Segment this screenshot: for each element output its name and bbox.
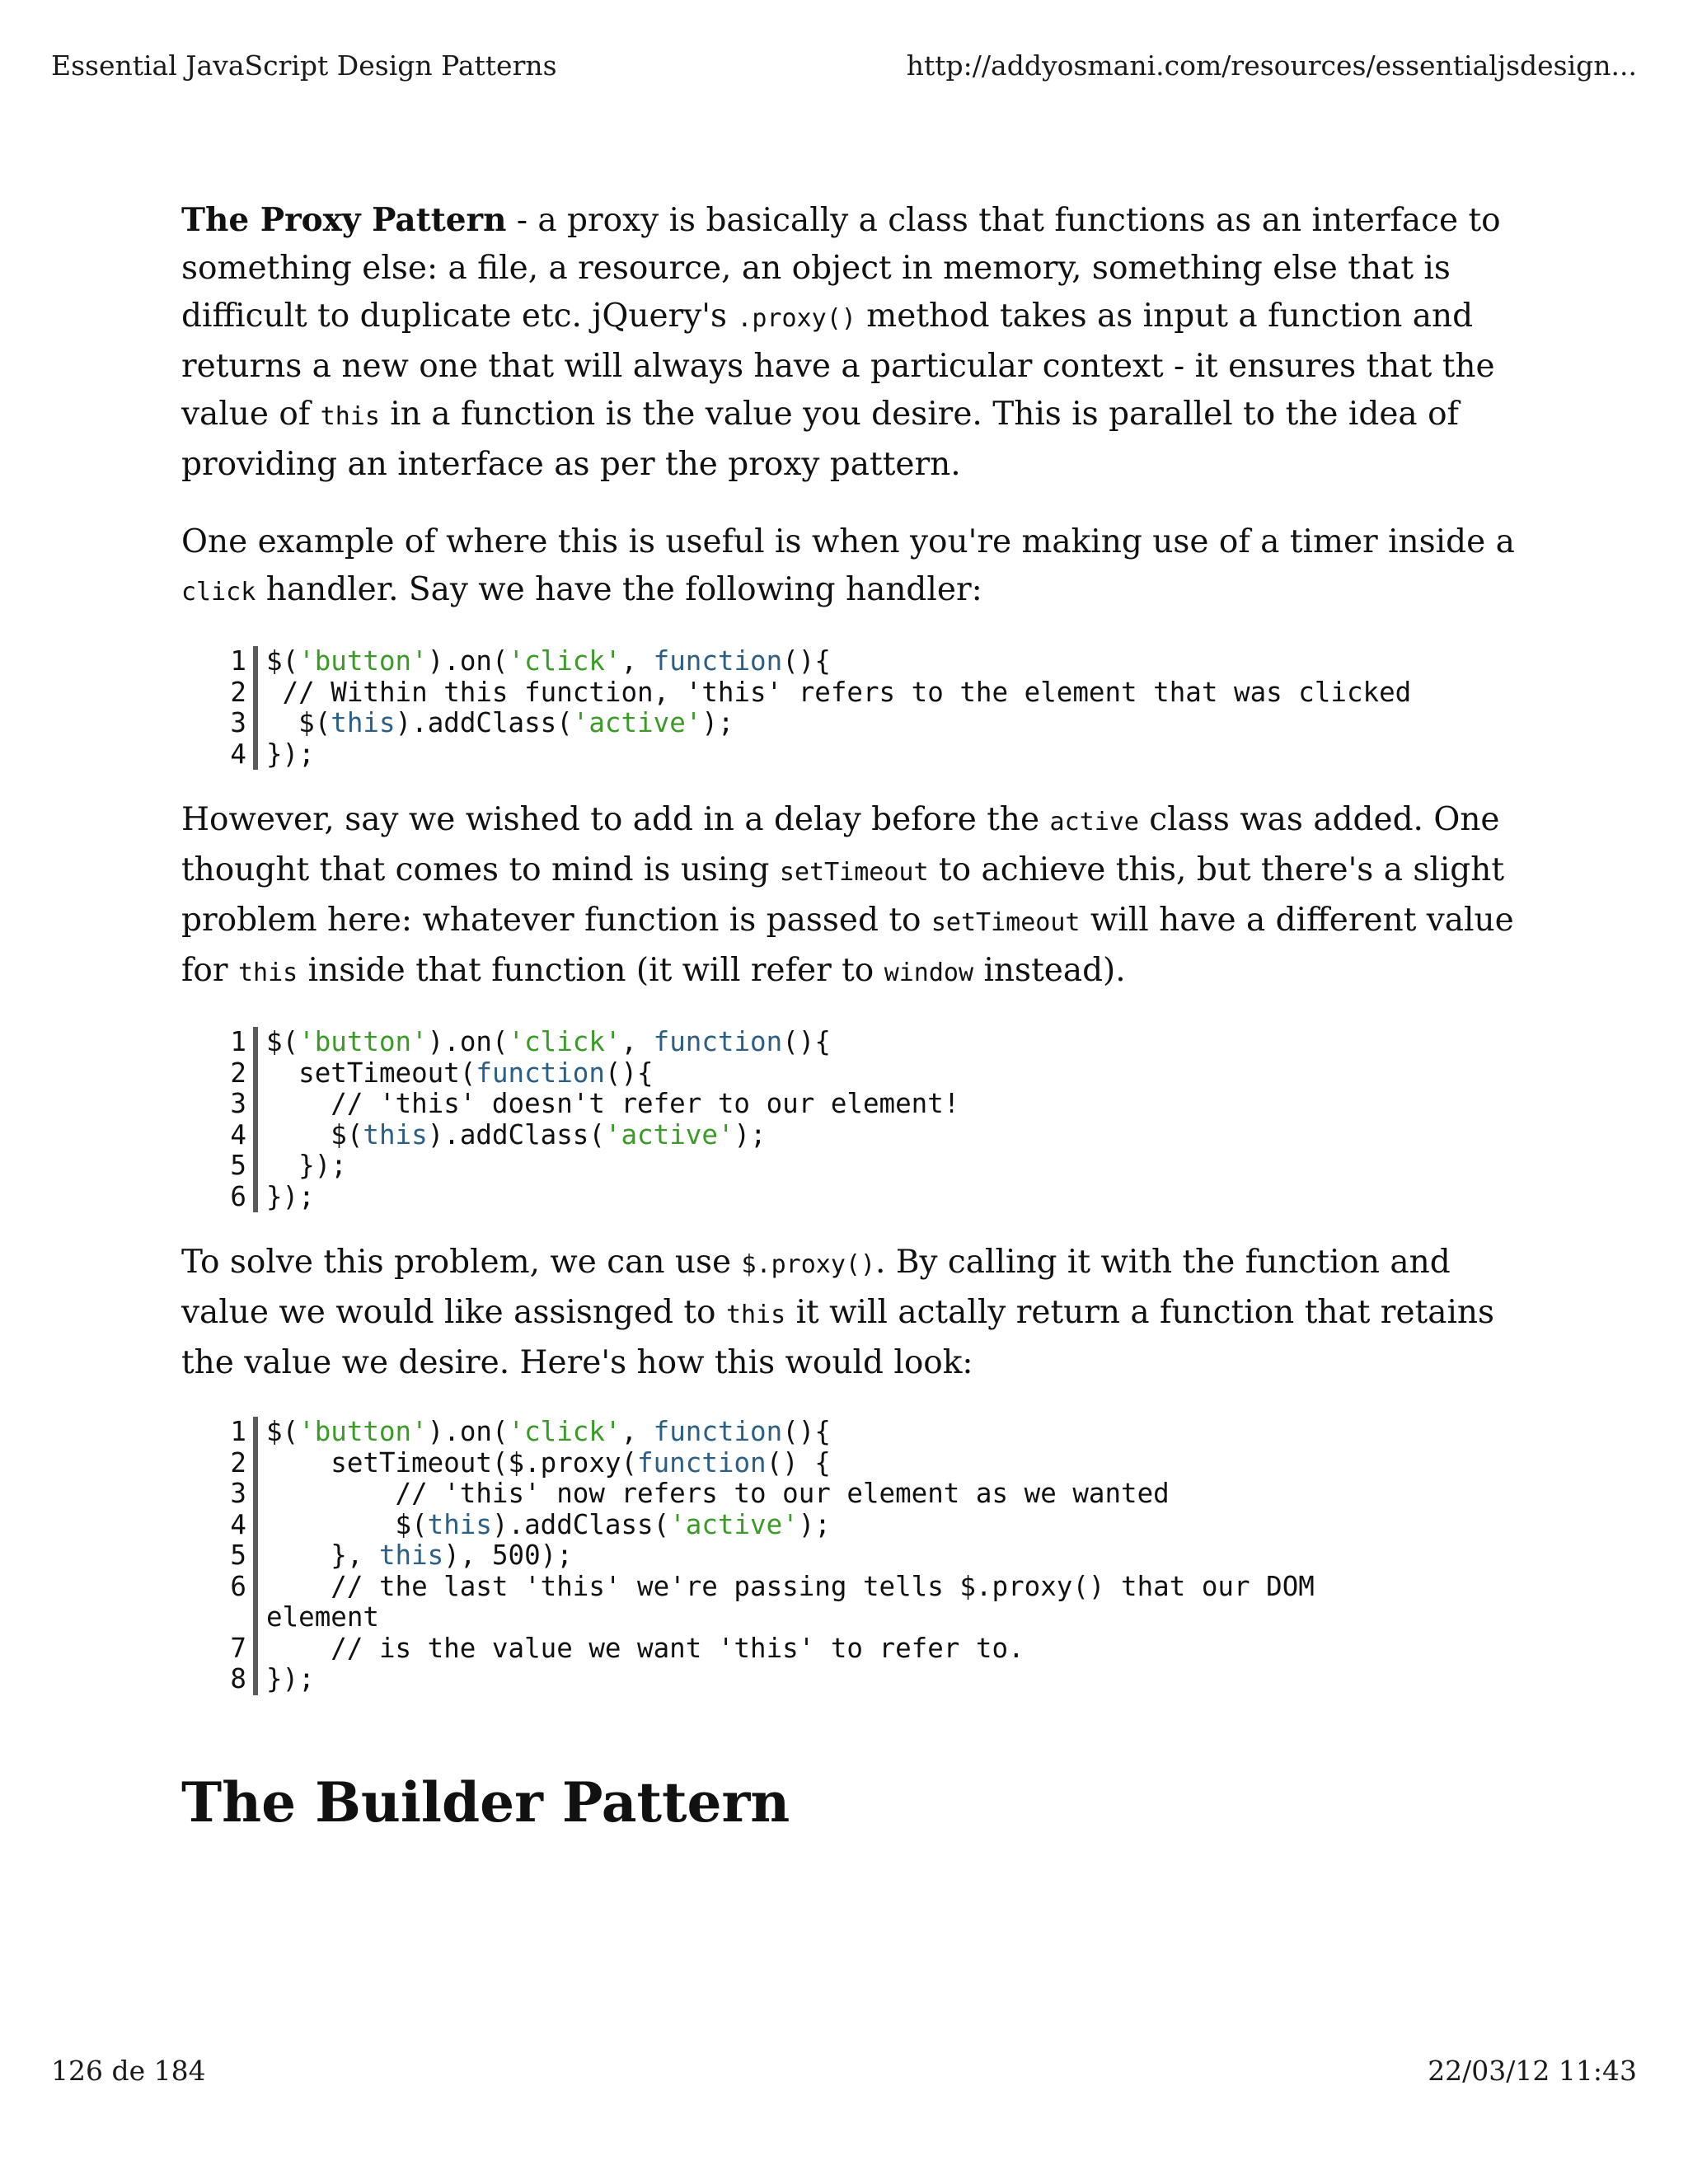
line-number: 7 xyxy=(200,1633,258,1665)
inline-code: this xyxy=(725,1301,786,1329)
paragraph-timer-example xyxy=(181,518,1525,616)
code-text: }); xyxy=(266,1150,347,1181)
code-text: // Within this function, 'this' refers to the element that was clicked xyxy=(266,676,1412,708)
code-text: $(this).addClass('active'); xyxy=(266,1508,831,1540)
code-text: }); xyxy=(266,1180,315,1212)
proxy-pattern-term: The Proxy Pattern xyxy=(181,201,507,239)
line-number: 5 xyxy=(200,1151,258,1182)
paragraph-proxy-intro xyxy=(181,196,1525,489)
inline-code: $.proxy() xyxy=(741,1250,876,1279)
line-number: 1 xyxy=(200,1417,258,1448)
inline-code: this xyxy=(237,958,298,987)
line-number: 6 xyxy=(200,1182,258,1213)
running-header-url: http://addyosmani.com/resources/essentialjsdesign... xyxy=(906,49,1637,82)
code-text: // 'this' doesn't refer to our element! xyxy=(266,1088,960,1119)
code-line xyxy=(200,1540,1525,1572)
line-number: 4 xyxy=(200,1510,258,1541)
code-line xyxy=(200,677,1525,709)
code-line xyxy=(200,1089,1525,1120)
code-text: }); xyxy=(266,738,315,770)
page-content xyxy=(181,196,1525,1835)
code-text: }, this), 500); xyxy=(266,1540,573,1571)
paragraph-settimeout-problem: However, say we wished to add in a delay before the active class was added. One thought that comes to mind is using setTimeout to achieve this, but there's a slight problem here: whatever function is passed to setTimeout will have a different value for this inside that function (it will refer to window instead). xyxy=(181,801,1514,989)
text: One example of where this is useful is when you're making use of a timer inside a xyxy=(181,523,1515,560)
code-text: element xyxy=(266,1601,379,1633)
code-text: $(this).addClass('active'); xyxy=(266,1118,767,1151)
page-number: 126 de 184 xyxy=(51,2055,206,2087)
code-line xyxy=(200,1151,1525,1182)
code-text: // is the value we want 'this' to refer to. xyxy=(266,1632,1025,1664)
line-number: 3 xyxy=(200,1479,258,1510)
code-text: $('button').on('click', function(){ xyxy=(266,1416,831,1447)
code-line xyxy=(200,646,1525,677)
text: method takes as input a function and returns a new one that will always have a particular context - it ensures that the value of xyxy=(181,298,1495,433)
code-text: // 'this' now refers to our element as we wanted xyxy=(266,1478,1170,1509)
code-line xyxy=(200,1479,1525,1510)
line-number: 2 xyxy=(200,1058,258,1090)
code-line xyxy=(200,1633,1525,1665)
line-number: 1 xyxy=(200,1027,258,1058)
code-line xyxy=(200,1417,1525,1448)
code-text: setTimeout(function(){ xyxy=(266,1057,654,1089)
inline-code: .proxy() xyxy=(737,304,856,333)
line-number: 8 xyxy=(200,1664,258,1695)
code-line xyxy=(200,1120,1525,1151)
code-line xyxy=(200,1572,1525,1603)
code-block-click-handler xyxy=(200,646,1525,770)
code-line xyxy=(200,708,1525,739)
code-text: $('button').on('click', function(){ xyxy=(266,645,831,677)
running-header-title: Essential JavaScript Design Patterns xyxy=(51,49,557,82)
code-text: }); xyxy=(266,1663,315,1694)
line-number: 4 xyxy=(200,739,258,771)
code-text: $(this).addClass('active'); xyxy=(266,707,734,738)
inline-code: this xyxy=(320,402,380,431)
code-block-proxy xyxy=(200,1417,1525,1695)
line-number: 2 xyxy=(200,1448,258,1479)
line-number: 3 xyxy=(200,1089,258,1120)
inline-code: click xyxy=(181,578,256,607)
print-datetime: 22/03/12 11:43 xyxy=(1428,2055,1637,2087)
paragraph-proxy-solution: To solve this problem, we can use $.proxy(). By calling it with the function and value we would like assisnged to this it will actally return a function that retains the value we desire. Here's how this would look: xyxy=(181,1244,1495,1381)
code-block-settimeout xyxy=(200,1027,1525,1212)
inline-code: active xyxy=(1049,808,1139,837)
code-line xyxy=(200,1448,1525,1479)
line-number: 3 xyxy=(200,708,258,739)
code-text: $('button').on('click', function(){ xyxy=(266,1026,831,1057)
inline-code: setTimeout xyxy=(779,858,929,887)
code-line-wrapped xyxy=(200,1602,1525,1633)
text: handler. Say we have the following handler: xyxy=(256,571,982,608)
code-line xyxy=(200,1510,1525,1541)
line-number-empty xyxy=(200,1602,258,1633)
code-text: // the last 'this' we're passing tells $.proxy() that our DOM xyxy=(266,1570,1315,1602)
line-number: 5 xyxy=(200,1540,258,1572)
code-line xyxy=(200,739,1525,771)
code-line xyxy=(200,1182,1525,1213)
line-number: 6 xyxy=(200,1572,258,1603)
section-heading-builder-pattern: The Builder Pattern xyxy=(181,1769,790,1835)
text: - a proxy is basically a class that functions as an interface to something else: a file, a resource, an object in memory, something else that is difficult to duplicate etc. jQuery's xyxy=(181,202,1501,335)
text: in a function is the value you desire. This is parallel to the idea of providing an interface as per the proxy pattern. xyxy=(181,396,1459,483)
code-text: setTimeout($.proxy(function() { xyxy=(266,1446,831,1479)
line-number: 1 xyxy=(200,646,258,677)
inline-code: setTimeout xyxy=(931,908,1081,937)
code-line xyxy=(200,1664,1525,1695)
line-number: 4 xyxy=(200,1120,258,1151)
line-number: 2 xyxy=(200,677,258,709)
inline-code: window xyxy=(884,958,974,987)
code-line xyxy=(200,1058,1525,1090)
code-line xyxy=(200,1027,1525,1058)
